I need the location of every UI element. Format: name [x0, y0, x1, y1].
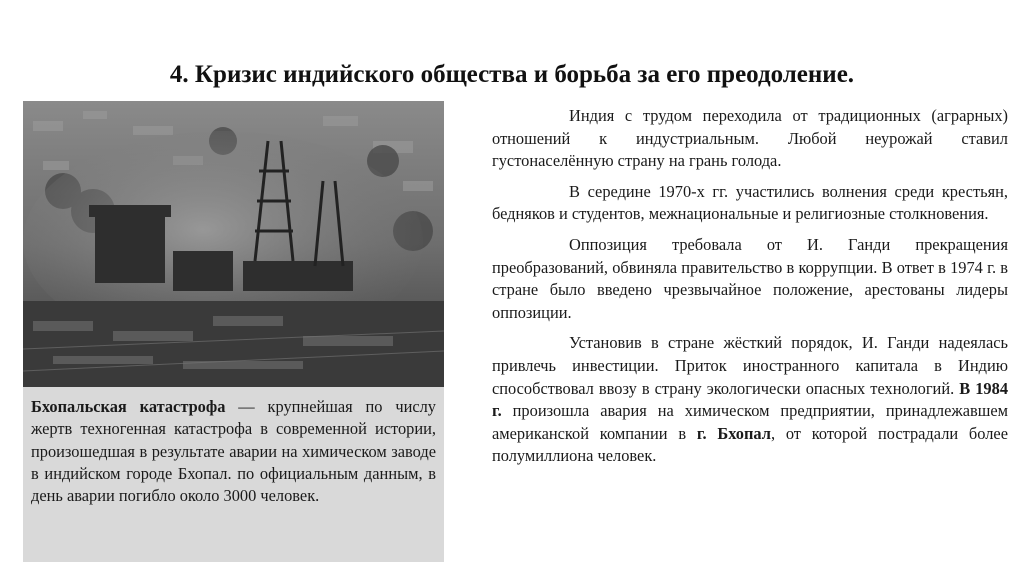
main-text: [492, 105, 1008, 476]
caption-text: — крупнейшая по числу жертв техногенная катастрофа в современной истории, произошедшая в результате аварии на химическом заводе в индийском городе Бхопал. по официальным данным, в день аварии погибло около 3000 человек.: [31, 397, 436, 506]
paragraph-4-bold-city: г. Бхопал: [696, 423, 771, 443]
caption-bold-lead: Бхопальская катастрофа: [31, 397, 226, 416]
caption-box: [23, 387, 444, 562]
paragraph-4-part2: произошла авария на химическом предприятии, принадлежавшем американской компании в: [492, 401, 1008, 443]
photo-caption: [31, 396, 436, 507]
paragraph-4-part3: , от которой пострадали более полумиллиона человек.: [492, 423, 1008, 466]
paragraph-2: В середине 1970-х гг. участились волнения среди крестьян, бедняков и студентов, межнациональные и религиозные столкновения.: [492, 181, 1008, 224]
paragraph-1: Индия с трудом переходила от традиционных (аграрных) отношений к индустриальным. Любой неурожай ставил густонаселённую страну на грань голода.: [492, 106, 1008, 171]
slide-title: 4. Кризис индийского общества и борьба за его преодоление.: [169, 60, 855, 88]
bhopal-factory-photo: [23, 101, 444, 387]
paragraph-4: [492, 332, 1008, 468]
paragraph-4-part1: Установив в стране жёсткий порядок, И. Ганди надеялась привлечь инвестиции. Приток иностранного капитала в Индию способствовал ввозу в страну экологически опасных технологий.: [492, 333, 1008, 398]
paragraph-3: Оппозиция требовала от И. Ганди прекращения преобразований, обвиняла правительство в коррупции. В ответ в 1974 г. в стране было введено чрезвычайное положение, арестованы лидеры оппозиции.: [492, 234, 1008, 322]
paragraph-4-bold-year: В 1984 г.: [492, 378, 1009, 421]
